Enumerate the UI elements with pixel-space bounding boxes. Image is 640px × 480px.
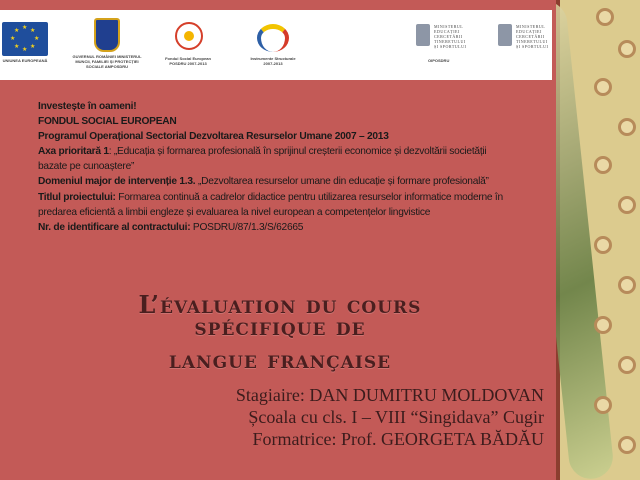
ministry-logo-1	[416, 24, 470, 49]
contract-text: POSDRU/87/1.3/S/62665	[190, 221, 304, 233]
fse-icon	[165, 20, 211, 54]
title-line-1: L’évaluation du cours	[138, 290, 422, 319]
info-axis	[38, 144, 548, 159]
fse-caption: Fondul Social European POSDRU 2007-2013	[165, 56, 211, 66]
eu-caption: UNIUNEA EUROPEANĂ	[2, 58, 48, 63]
trainer-line: Formatrice: Prof. GEORGETA BĂDĂU	[252, 429, 544, 449]
flower-icon	[618, 40, 636, 58]
axis-text: : „Educația și formarea profesională în sprijinul creșterii economice și dezvoltării societății	[108, 146, 487, 158]
structural-instruments-icon	[250, 20, 296, 54]
info-line-3: Programul Operațional Sectorial Dezvoltarea Resurselor Umane 2007 – 2013	[38, 131, 389, 143]
flower-icon	[594, 156, 612, 174]
trainee-line: Stagiaire: DAN DUMITRU MOLDOVAN	[235, 385, 544, 405]
flower-icon	[618, 118, 636, 136]
flower-icon	[618, 356, 636, 374]
romanian-coat-of-arms-icon	[94, 18, 120, 52]
school-line: Școala cu cls. I – VIII “Singidava” Cugir	[248, 407, 544, 427]
flower-icon	[618, 276, 636, 294]
info-axis-cont: bazate pe cunoaștere”	[38, 161, 135, 173]
presentation-details	[236, 384, 544, 450]
project-info	[38, 99, 548, 235]
flower-icon	[594, 236, 612, 254]
project-label: Titlul proiectului:	[38, 191, 116, 203]
flower-icon	[594, 396, 612, 414]
domain-text: „Dezvoltarea resurselor umane din educație și formare profesională”	[195, 176, 489, 188]
title-line-3: langue française	[168, 345, 392, 374]
logo-bar	[0, 10, 552, 80]
is-logo	[247, 20, 299, 66]
flower-icon	[618, 436, 636, 454]
info-project-cont: predarea eficientă a limbii engleze și evaluarea la nivel european a competențelor lingvistice	[38, 206, 431, 218]
flower-icon	[594, 78, 612, 96]
project-text: Formarea continuă a cadrelor didactice pentru utilizarea resurselor informatice moderne în	[115, 191, 503, 203]
ministry-logo-2	[498, 24, 552, 49]
gov-caption: GUVERNUL ROMÂNIEI MINISTERUL MUNCII, FAMILIEI ȘI PROTECȚIEI SOCIALE AMPOSDRU	[72, 54, 142, 69]
info-line-1: Investește în oameni!	[38, 101, 137, 112]
fse-logo	[162, 20, 214, 66]
info-domain	[38, 174, 548, 189]
flower-icon	[596, 8, 614, 26]
domain-label: Domeniul major de intervenție 1.3.	[38, 176, 196, 188]
decorative-floral-border	[556, 0, 640, 480]
flower-icon	[594, 316, 612, 334]
eu-logo	[2, 22, 48, 63]
ministry-crest-icon	[498, 24, 512, 46]
ministry-text-2: MINISTERUL EDUCAȚIEI CERCETĂRII TINERETULUI ȘI SPORTULUI	[516, 24, 549, 49]
ministry-text-1: MINISTERUL EDUCAȚIEI CERCETĂRII TINERETULUI ȘI SPORTULUI	[434, 24, 467, 49]
title-line-2: spécifique de	[194, 312, 366, 341]
is-caption: Instrumente Structurale 2007-2013	[250, 56, 296, 66]
gov-logo	[70, 18, 144, 69]
info-line-2: FONDUL SOCIAL EUROPEAN	[38, 116, 177, 128]
flower-icon	[618, 196, 636, 214]
info-project	[38, 190, 548, 205]
slide-title	[80, 292, 480, 372]
oiposdru-caption: OIPOSDRU	[428, 58, 450, 63]
eu-flag-icon: ★ ★ ★ ★ ★ ★ ★ ★	[2, 22, 48, 56]
contract-label: Nr. de identificare al contractului:	[38, 221, 191, 233]
info-contract	[38, 220, 548, 235]
ministry-crest-icon	[416, 24, 430, 46]
axis-label: Axa prioritară 1	[38, 146, 109, 158]
